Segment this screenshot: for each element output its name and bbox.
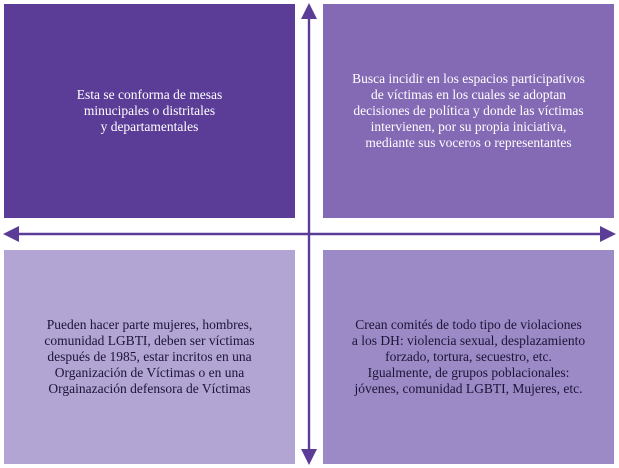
text-line: decisiones de política y donde las víctimas bbox=[353, 103, 584, 118]
text-line: Organización de Víctimas o en una bbox=[54, 365, 245, 380]
arrowhead-left-icon bbox=[3, 226, 19, 242]
arrowhead-right-icon bbox=[600, 226, 616, 242]
text-line: Crean comités de todo tipo de violaciones bbox=[355, 317, 582, 332]
text-line: a los DH: violencia sexual, desplazamiento bbox=[351, 333, 586, 348]
text-line: minucipales o distritales bbox=[83, 103, 216, 118]
text-line: Esta se conforma de mesas bbox=[76, 87, 223, 102]
text-line: mediante sus voceros o representantes bbox=[365, 135, 572, 150]
text-line: Igualmente, de grupos poblacionales: bbox=[367, 365, 570, 380]
text-line: y departamentales bbox=[100, 119, 199, 134]
text-line: de víctimas en los cuales se adoptan bbox=[371, 87, 566, 102]
arrowhead-up-icon bbox=[301, 3, 317, 19]
text-line: comunidad LGBTI, deben ser víctimas bbox=[44, 333, 255, 348]
text-line: Pueden hacer parte mujeres, hombres, bbox=[46, 317, 253, 332]
text-line: forzado, tortura, secuestro, etc. bbox=[385, 349, 552, 364]
text-line: después de 1985, estar incritos en una bbox=[47, 349, 252, 364]
text-line: Busca incidir en los espacios participativos bbox=[352, 71, 585, 86]
text-line: jóvenes, comunidad LGBTI, Mujeres, etc. bbox=[354, 381, 583, 396]
text-line: intervienen, por su propia iniciativa, bbox=[370, 119, 567, 134]
text-line: Orgainazación defensora de Víctimas bbox=[48, 381, 251, 396]
arrowhead-down-icon bbox=[301, 449, 317, 465]
